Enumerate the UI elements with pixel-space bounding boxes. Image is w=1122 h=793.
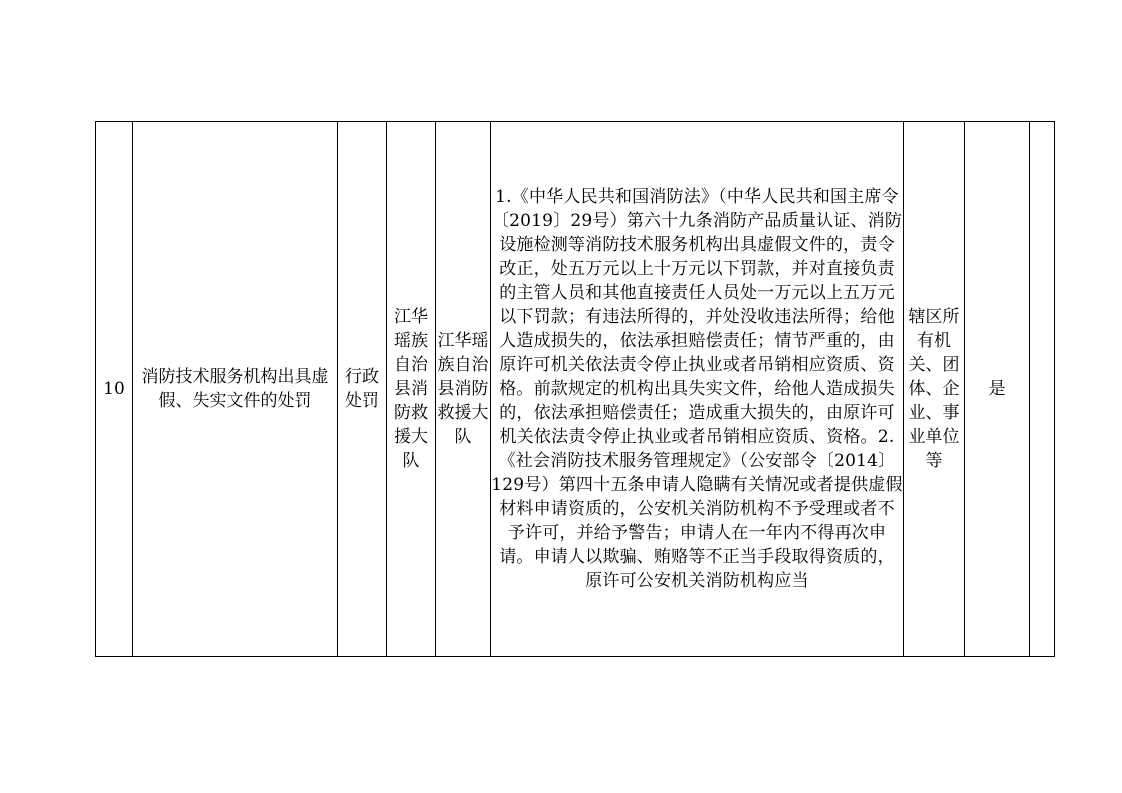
category-cell [338,122,387,657]
category: 行政处罚 [345,367,379,411]
item-name-cell [133,122,338,657]
item-name: 消防技术服务机构出具虚假、失实文件的处罚 [141,367,329,411]
implementing-body-cell-1 [387,122,436,657]
scope-cell [904,122,965,657]
table-row [96,122,1055,657]
implementing-body-2: 江华瑶族自治县消防救援大队 [437,331,489,447]
legal-basis-text: 1.《中华人民共和国消防法》（中华人民共和国主席令〔2019〕29号）第六十九条消防产品质量认证、消防设施检测等消防技术服务机构出具虚假文件的，责令改正，处五万元以上十万元以下罚款，并对直接负责的主管人员和其他直接责任人员处一万元以上五万元以下罚款；有违法所得的，并处没收违法所得；给他人造成损失的，依法承担赔偿责任；情节严重的，由原许可机关依法责令停止执业或者吊销相应资质、资格。前款规定的机构出具失实文件，给他人造成损失的，依法承担赔偿责任；造成重大损失的，由原许可机关依法责令停止执业或者吊销相应资质、资格。2.《社会消防技术服务管理规定》（公安部令〔2014〕129号）第四十五条申请人隐瞒有关情况或者提供虚假材料申请资质的，公安机关消防机构不予受理或者不予许可，并给予警告；申请人在一年内不得再次申请。申请人以欺骗、贿赂等不正当手段取得资质的，原许可公安机关消防机构应当 [491,187,903,591]
scope-text: 辖区所有机关、团体、企业、事业单位等 [908,307,960,471]
extra-cell [1030,122,1055,657]
row-number: 10 [103,379,125,399]
row-number-cell [96,122,133,657]
implementing-body-1: 江华瑶族自治县消防救援大队 [394,307,428,471]
flag-text: 是 [988,379,1006,399]
power-list-table [95,121,1055,657]
implementing-body-cell-2 [436,122,491,657]
flag-cell [965,122,1030,657]
legal-basis-cell [491,122,904,657]
